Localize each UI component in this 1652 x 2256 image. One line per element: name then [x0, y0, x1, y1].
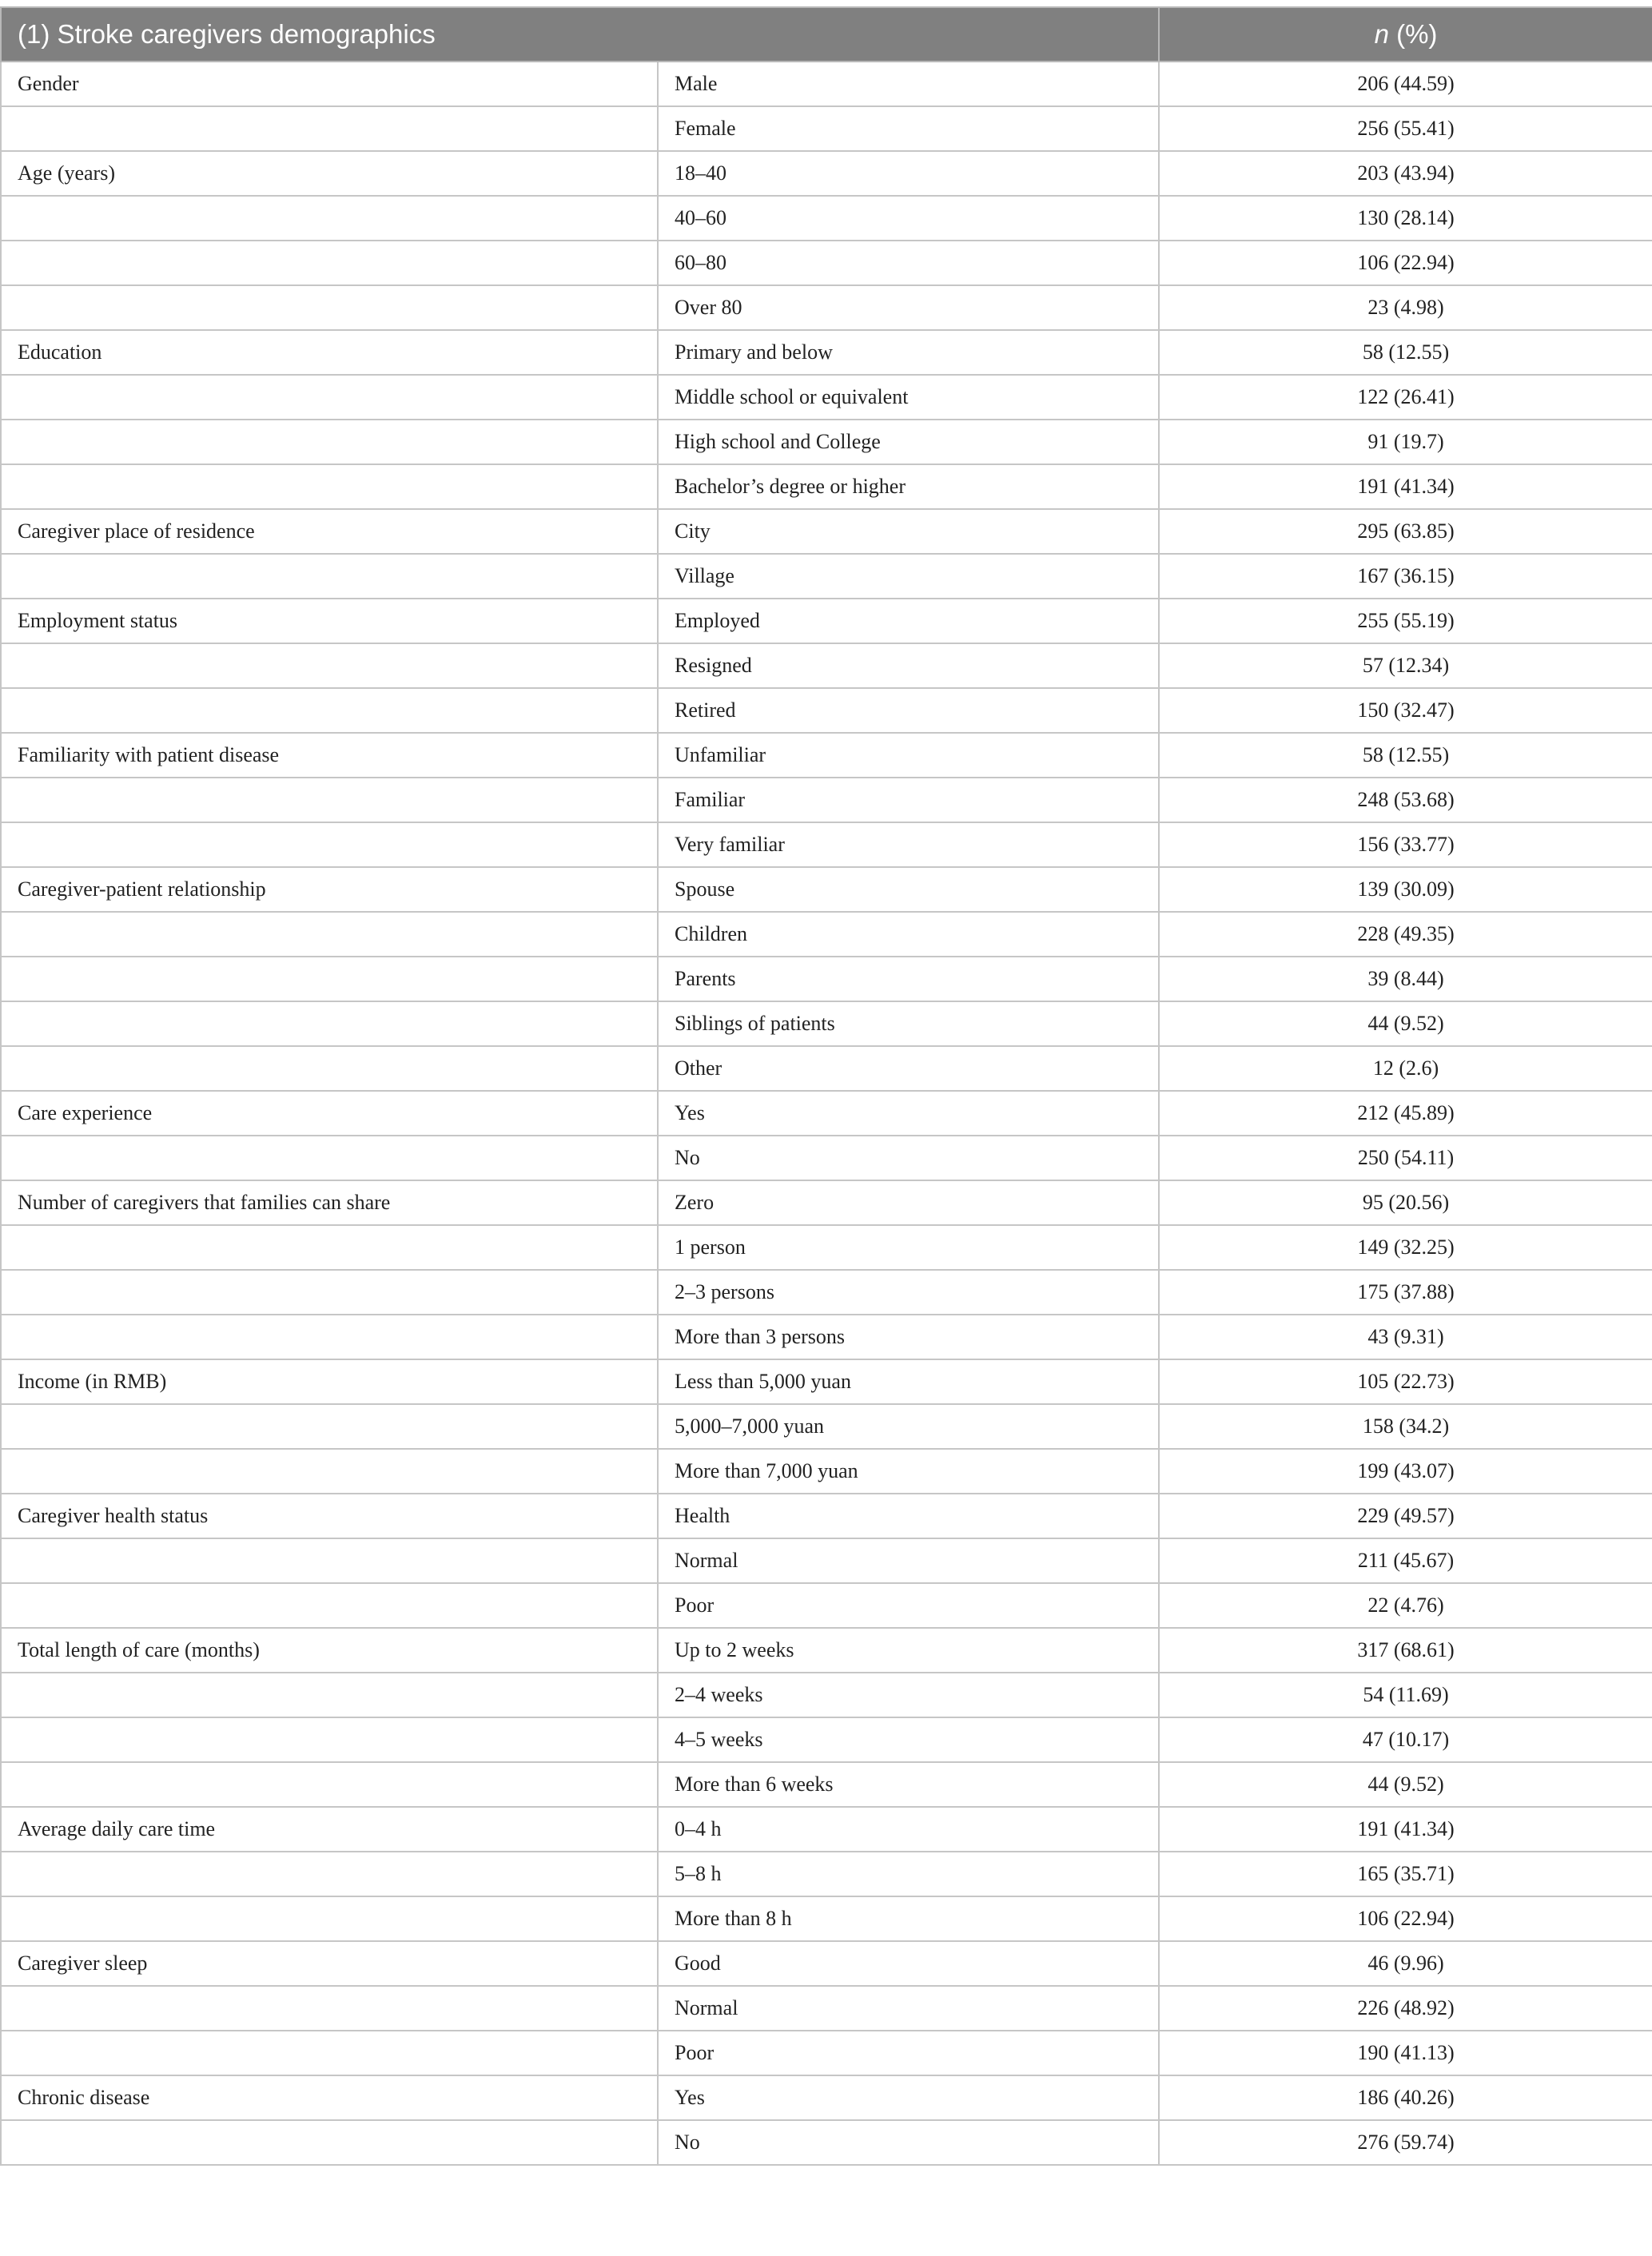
value-cell: 156 (33.77)	[1159, 822, 1652, 867]
variable-cell	[1, 912, 658, 957]
category-cell: More than 3 persons	[658, 1315, 1159, 1359]
n-label: n	[1374, 19, 1389, 49]
category-cell: More than 8 h	[658, 1896, 1159, 1941]
value-cell: 58 (12.55)	[1159, 733, 1652, 778]
variable-cell: Familiarity with patient disease	[1, 733, 658, 778]
value-cell: 191 (41.34)	[1159, 1807, 1652, 1852]
value-cell: 130 (28.14)	[1159, 196, 1652, 241]
variable-cell: Employment status	[1, 599, 658, 643]
category-cell: Spouse	[658, 867, 1159, 912]
category-cell: More than 7,000 yuan	[658, 1449, 1159, 1494]
variable-cell: Education	[1, 330, 658, 375]
table-row	[1, 1494, 1652, 1538]
category-cell: Yes	[658, 2075, 1159, 2120]
variable-cell	[1, 285, 658, 330]
category-cell: More than 6 weeks	[658, 1762, 1159, 1807]
table-row	[1, 1315, 1652, 1359]
value-cell: 191 (41.34)	[1159, 464, 1652, 509]
variable-cell	[1, 420, 658, 464]
value-cell: 158 (34.2)	[1159, 1404, 1652, 1449]
value-cell: 23 (4.98)	[1159, 285, 1652, 330]
variable-cell	[1, 1852, 658, 1896]
value-cell: 95 (20.56)	[1159, 1180, 1652, 1225]
category-cell: No	[658, 2120, 1159, 2165]
table-row	[1, 1180, 1652, 1225]
variable-cell: Caregiver health status	[1, 1494, 658, 1538]
value-cell: 44 (9.52)	[1159, 1001, 1652, 1046]
table-row	[1, 330, 1652, 375]
table-row	[1, 643, 1652, 688]
category-cell: Primary and below	[658, 330, 1159, 375]
category-cell: City	[658, 509, 1159, 554]
table-row	[1, 151, 1652, 196]
value-cell: 139 (30.09)	[1159, 867, 1652, 912]
variable-cell	[1, 1225, 658, 1270]
value-cell: 255 (55.19)	[1159, 599, 1652, 643]
value-cell: 149 (32.25)	[1159, 1225, 1652, 1270]
variable-cell: Average daily care time	[1, 1807, 658, 1852]
value-cell: 248 (53.68)	[1159, 778, 1652, 822]
category-cell: 5–8 h	[658, 1852, 1159, 1896]
variable-cell	[1, 554, 658, 599]
table-row	[1, 1359, 1652, 1404]
variable-cell	[1, 375, 658, 420]
table-row	[1, 1538, 1652, 1583]
value-cell: 186 (40.26)	[1159, 2075, 1652, 2120]
category-cell: Good	[658, 1941, 1159, 1986]
table-row	[1, 2120, 1652, 2165]
variable-cell	[1, 106, 658, 151]
category-cell: Familiar	[658, 778, 1159, 822]
table-row	[1, 1628, 1652, 1673]
value-cell: 206 (44.59)	[1159, 62, 1652, 106]
variable-cell: Caregiver place of residence	[1, 509, 658, 554]
table-row	[1, 1852, 1652, 1896]
table-row	[1, 464, 1652, 509]
table-row	[1, 2031, 1652, 2075]
table-row	[1, 1225, 1652, 1270]
category-cell: Normal	[658, 1538, 1159, 1583]
value-cell: 175 (37.88)	[1159, 1270, 1652, 1315]
table-title: (1) Stroke caregivers demographics	[1, 7, 1159, 62]
table-row	[1, 778, 1652, 822]
value-cell: 211 (45.67)	[1159, 1538, 1652, 1583]
value-cell: 226 (48.92)	[1159, 1986, 1652, 2031]
category-cell: Health	[658, 1494, 1159, 1538]
value-cell: 39 (8.44)	[1159, 957, 1652, 1001]
table-row	[1, 957, 1652, 1001]
variable-cell: Care experience	[1, 1091, 658, 1136]
category-cell: Poor	[658, 2031, 1159, 2075]
table-row	[1, 1717, 1652, 1762]
variable-cell	[1, 1449, 658, 1494]
table-row	[1, 106, 1652, 151]
variable-cell	[1, 1896, 658, 1941]
variable-cell	[1, 1717, 658, 1762]
variable-cell	[1, 822, 658, 867]
value-cell: 91 (19.7)	[1159, 420, 1652, 464]
variable-cell	[1, 643, 658, 688]
value-cell: 203 (43.94)	[1159, 151, 1652, 196]
value-cell: 12 (2.6)	[1159, 1046, 1652, 1091]
table-body	[1, 62, 1652, 2165]
table-row	[1, 688, 1652, 733]
value-cell: 54 (11.69)	[1159, 1673, 1652, 1717]
table-header	[1, 7, 1652, 62]
variable-cell: Caregiver sleep	[1, 1941, 658, 1986]
table-row	[1, 62, 1652, 106]
variable-cell	[1, 688, 658, 733]
table-row	[1, 1941, 1652, 1986]
table-row	[1, 1583, 1652, 1628]
table-row	[1, 1762, 1652, 1807]
table-row	[1, 822, 1652, 867]
table-row	[1, 912, 1652, 957]
variable-cell: Gender	[1, 62, 658, 106]
variable-cell	[1, 1538, 658, 1583]
variable-cell	[1, 1046, 658, 1091]
value-cell: 167 (36.15)	[1159, 554, 1652, 599]
table-row	[1, 1449, 1652, 1494]
category-cell: Other	[658, 1046, 1159, 1091]
table-row	[1, 1404, 1652, 1449]
category-cell: 0–4 h	[658, 1807, 1159, 1852]
category-cell: Siblings of patients	[658, 1001, 1159, 1046]
variable-cell	[1, 1001, 658, 1046]
category-cell: Zero	[658, 1180, 1159, 1225]
table-row	[1, 554, 1652, 599]
value-cell: 105 (22.73)	[1159, 1359, 1652, 1404]
category-cell: Less than 5,000 yuan	[658, 1359, 1159, 1404]
variable-cell	[1, 1986, 658, 2031]
n-percent-header	[1159, 7, 1652, 62]
value-cell: 250 (54.11)	[1159, 1136, 1652, 1180]
category-cell: 18–40	[658, 151, 1159, 196]
category-cell: 60–80	[658, 241, 1159, 285]
value-cell: 190 (41.13)	[1159, 2031, 1652, 2075]
table-row	[1, 420, 1652, 464]
variable-cell	[1, 241, 658, 285]
category-cell: Male	[658, 62, 1159, 106]
variable-cell	[1, 1404, 658, 1449]
value-cell: 106 (22.94)	[1159, 1896, 1652, 1941]
category-cell: 40–60	[658, 196, 1159, 241]
category-cell: Parents	[658, 957, 1159, 1001]
table-row	[1, 285, 1652, 330]
variable-cell: Total length of care (months)	[1, 1628, 658, 1673]
category-cell: Bachelor’s degree or higher	[658, 464, 1159, 509]
value-cell: 57 (12.34)	[1159, 643, 1652, 688]
value-cell: 165 (35.71)	[1159, 1852, 1652, 1896]
category-cell: Very familiar	[658, 822, 1159, 867]
category-cell: Up to 2 weeks	[658, 1628, 1159, 1673]
variable-cell	[1, 2120, 658, 2165]
value-cell: 256 (55.41)	[1159, 106, 1652, 151]
variable-cell: Number of caregivers that families can share	[1, 1180, 658, 1225]
category-cell: High school and College	[658, 420, 1159, 464]
variable-cell	[1, 1315, 658, 1359]
table-row	[1, 1001, 1652, 1046]
value-cell: 44 (9.52)	[1159, 1762, 1652, 1807]
variable-cell	[1, 1673, 658, 1717]
category-cell: Children	[658, 912, 1159, 957]
table-row	[1, 1807, 1652, 1852]
category-cell: Female	[658, 106, 1159, 151]
value-cell: 199 (43.07)	[1159, 1449, 1652, 1494]
value-cell: 229 (49.57)	[1159, 1494, 1652, 1538]
variable-cell	[1, 196, 658, 241]
table-row	[1, 1986, 1652, 2031]
variable-cell	[1, 1270, 658, 1315]
category-cell: Unfamiliar	[658, 733, 1159, 778]
value-cell: 317 (68.61)	[1159, 1628, 1652, 1673]
variable-cell: Chronic disease	[1, 2075, 658, 2120]
variable-cell	[1, 464, 658, 509]
table-row	[1, 375, 1652, 420]
category-cell: Poor	[658, 1583, 1159, 1628]
table-row	[1, 599, 1652, 643]
value-cell: 47 (10.17)	[1159, 1717, 1652, 1762]
value-cell: 150 (32.47)	[1159, 688, 1652, 733]
value-cell: 46 (9.96)	[1159, 1941, 1652, 1986]
table-row	[1, 509, 1652, 554]
variable-cell	[1, 1583, 658, 1628]
table-row	[1, 241, 1652, 285]
category-cell: No	[658, 1136, 1159, 1180]
category-cell: Village	[658, 554, 1159, 599]
table-row	[1, 1896, 1652, 1941]
variable-cell	[1, 957, 658, 1001]
variable-cell	[1, 778, 658, 822]
table-row	[1, 2075, 1652, 2120]
category-cell: Normal	[658, 1986, 1159, 2031]
header-row	[1, 7, 1652, 62]
value-cell: 122 (26.41)	[1159, 375, 1652, 420]
percent-label: (%)	[1396, 19, 1438, 49]
demographics-table	[0, 6, 1652, 2166]
value-cell: 58 (12.55)	[1159, 330, 1652, 375]
category-cell: 4–5 weeks	[658, 1717, 1159, 1762]
category-cell: Retired	[658, 688, 1159, 733]
variable-cell: Income (in RMB)	[1, 1359, 658, 1404]
category-cell: 1 person	[658, 1225, 1159, 1270]
table-row	[1, 867, 1652, 912]
category-cell: Middle school or equivalent	[658, 375, 1159, 420]
variable-cell: Caregiver-patient relationship	[1, 867, 658, 912]
table-row	[1, 1270, 1652, 1315]
table-row	[1, 733, 1652, 778]
table-row	[1, 1136, 1652, 1180]
variable-cell	[1, 1762, 658, 1807]
value-cell: 295 (63.85)	[1159, 509, 1652, 554]
category-cell: Resigned	[658, 643, 1159, 688]
table-row	[1, 1046, 1652, 1091]
value-cell: 22 (4.76)	[1159, 1583, 1652, 1628]
value-cell: 106 (22.94)	[1159, 241, 1652, 285]
variable-cell	[1, 2031, 658, 2075]
category-cell: 2–3 persons	[658, 1270, 1159, 1315]
value-cell: 212 (45.89)	[1159, 1091, 1652, 1136]
category-cell: Over 80	[658, 285, 1159, 330]
category-cell: 2–4 weeks	[658, 1673, 1159, 1717]
value-cell: 43 (9.31)	[1159, 1315, 1652, 1359]
table-row	[1, 196, 1652, 241]
value-cell: 228 (49.35)	[1159, 912, 1652, 957]
category-cell: Yes	[658, 1091, 1159, 1136]
value-cell: 276 (59.74)	[1159, 2120, 1652, 2165]
variable-cell	[1, 1136, 658, 1180]
table-row	[1, 1673, 1652, 1717]
table-row	[1, 1091, 1652, 1136]
variable-cell: Age (years)	[1, 151, 658, 196]
category-cell: Employed	[658, 599, 1159, 643]
category-cell: 5,000–7,000 yuan	[658, 1404, 1159, 1449]
